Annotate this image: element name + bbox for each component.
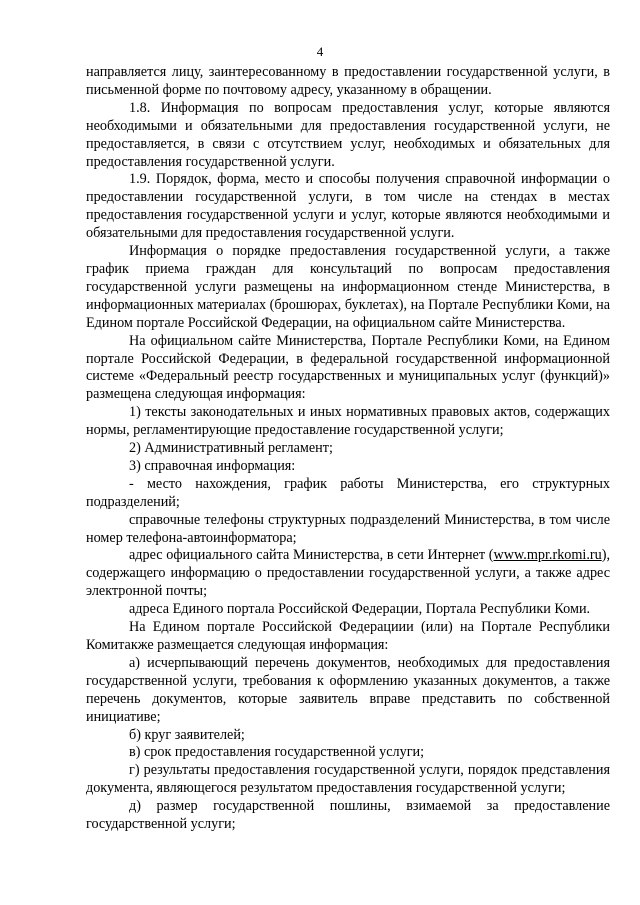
list-item: 3) справочная информация: — [129, 457, 296, 474]
paragraph: направляется лицу, заинтересованному в предоставлении государственной услуги, в письменной форме по почтовому адресу, указанному в обращении. — [86, 64, 610, 98]
list-item: а) исчерпывающий перечень документов, необходимых для предоставления государственной услуги, требования к оформлению указанных документов, а также перечень документов, которые заявитель вправе представить по собственной инициативе; — [86, 654, 610, 725]
paragraph: На Едином портале Российской Федерациии (или) на Портале Республики Комитакже размещается следующая информация: — [86, 619, 610, 653]
document-body — [86, 64, 610, 834]
website-link[interactable]: www.mpr.rkomi.ru — [493, 547, 602, 564]
list-item: д) размер государственной пошлины, взимаемой за предоставление государственной услуги; — [86, 798, 610, 833]
list-item: г) результаты предоставления государственной услуги, порядок представления документа, являющегося результатом предоставления государственной услуги; — [86, 762, 610, 797]
paragraph: 1.9. Порядок, форма, место и способы получения справочной информации о предоставлении государственной услуги, в том числе на стендах в местах предоставления государственной услуги и услуг, которые являются необходимыми и обязательными для предоставления государственной услуги. — [86, 171, 610, 242]
list-item: 2) Административный регламент; — [129, 440, 333, 457]
list-item: 1) тексты законодательных и иных нормативных правовых актов, содержащих нормы, регламентирующие предоставление государственной услуги; — [86, 404, 610, 439]
address-text-before: адрес официального сайта Министерства, в сети Интернет ( — [129, 547, 494, 564]
paragraph: Информация о порядке предоставления государственной услуги, а также график приема граждан для консультаций по вопросам предоставления государственной услуги размещены на информационном стенде Министерства, в информационных материалах (брошюрах, буклетах), на Портале Республики Коми, на Едином портале Российской Федерации, на официальном сайте Министерства. — [86, 243, 610, 331]
list-item: в) срок предоставления государственной услуги; — [129, 744, 425, 761]
list-item: справочные телефоны структурных подразделений Министерства, в том числе номер телефона-автоинформатора; — [86, 511, 610, 546]
paragraph: На официальном сайте Министерства, Портале Республики Коми, на Едином портале Российской Федерации, в федеральной государственной информационной системе «Федеральный реестр государственных и муниципальных услуг (функций)» размещена следующая информация: — [86, 332, 610, 403]
address-text-after: ), содержащего информацию о предоставлении государственной услуги, а также адрес электронной почты; — [86, 547, 610, 600]
paragraph: 1.8. Информация по вопросам предоставления услуг, которые являются необходимыми и обязательными для предоставления государственной услуги, не предоставляется, в связи с отсутствием услуг, необходимых и обязательных для предоставления государственной услуги. — [86, 99, 610, 170]
address-paragraph — [86, 547, 610, 601]
list-item: - место нахождения, график работы Министерства, его структурных подразделений; — [86, 475, 610, 510]
list-item: б) круг заявителей; — [129, 726, 245, 743]
paragraph: адреса Единого портала Российской Федерации, Портала Республики Коми. — [129, 601, 591, 618]
page-number: 4 — [316, 44, 324, 59]
